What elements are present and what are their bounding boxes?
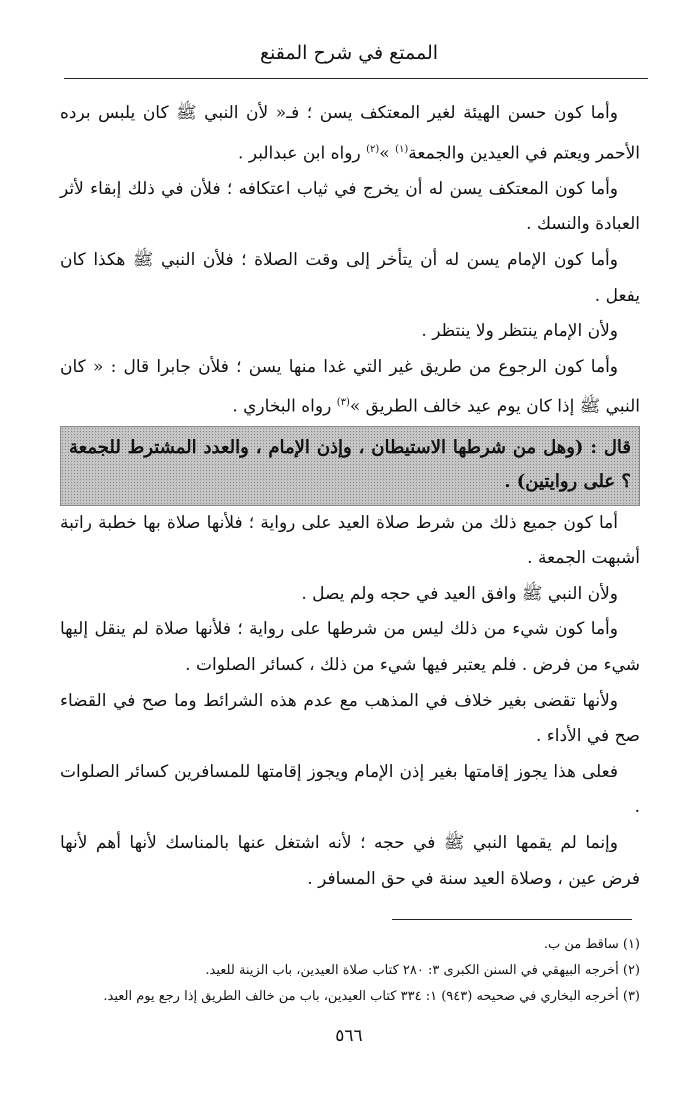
- paragraph-text: »: [379, 143, 396, 164]
- footnote-1: (١) ساقط من ب.: [543, 937, 640, 952]
- paragraph-5: [60, 350, 640, 426]
- paragraph-text: رواه البخاري .: [232, 397, 337, 418]
- footnote-ref-2: (٢): [366, 143, 380, 155]
- footnote-3: (٣) أخرجه البخاري في صحيحه (٩٤٣) ١: ٣٣٤ كتاب العيدين، باب من خالف الطريق إذا رجع يوم العيد.: [103, 989, 640, 1004]
- matn-label: قال :: [590, 436, 631, 458]
- paragraph-10: فعلى هذا يجوز إقامتها بغير إذن الإمام ويجوز إقامتها للمسافرين كسائر الصلوات .: [60, 761, 640, 818]
- paragraph-9: ولأنها تقضى بغير خلاف في المذهب مع عدم هذه الشرائط وما صح في القضاء صح في الأداء .: [60, 690, 640, 747]
- paragraph-text: رواه ابن عبدالبر .: [238, 143, 367, 164]
- paragraph-11: وإنما لم يقمها النبي ﷺ في حجه ؛ لأنه اشتغل عنها بالمناسك لأنها أهم لأنها فرض عين ، وصلاة العيد سنة في حق المسافر .: [60, 833, 640, 889]
- paragraph-2: وأما كون المعتكف يسن له أن يخرج في ثياب اعتكافه ؛ فلأن في ذلك إبقاء لأثر العبادة والنسك .: [60, 178, 640, 235]
- paragraph-6: أما كون جميع ذلك من شرط صلاة العيد على رواية ؛ فلأنها صلاة بها خطبة راتبة أشبهت الجمعة .: [60, 512, 640, 569]
- running-header: الممتع في شرح المقنع: [259, 42, 439, 64]
- paragraph-7: ولأن النبي ﷺ وافق العيد في حجه ولم يصل .: [301, 583, 618, 604]
- page-number: ٥٦٦: [335, 1026, 363, 1046]
- footnotes: [60, 932, 640, 1010]
- paragraph-text: وأما كون الرجوع من طريق غير التي غدا منها يسن ؛ فلأن جابرا قال : « كان النبي ﷺ إذا كان يوم عيد خالف الطريق »: [60, 356, 640, 418]
- paragraph-1: [60, 96, 640, 172]
- header-rule: [64, 78, 648, 79]
- footnote-rule: [392, 919, 632, 920]
- paragraph-text: وأما كون حسن الهيئة لغير المعتكف يسن ؛ فـ« لأن النبي ﷺ كان يلبس برده الأحمر ويعتم في العيدين والجمعة: [60, 103, 640, 164]
- footnote-ref-1: (١): [395, 143, 409, 155]
- paragraph-8: وأما كون شيء من ذلك ليس من شرطها على رواية ؛ فلأنها صلاة لم ينقل إليها شيء من فرض . فلم يعتبر فيها شيء من ذلك ، كسائر الصلوات .: [60, 619, 640, 676]
- footnote-ref-3: (٣): [336, 397, 350, 409]
- footnote-2: (٢) أخرجه البيهقي في السنن الكبرى ٣: ٢٨٠ كتاب صلاة العيدين، باب الزينة للعيد.: [205, 963, 640, 978]
- paragraph-4: ولأن الإمام ينتظر ولا ينتظر .: [421, 321, 618, 342]
- main-text: [60, 96, 640, 897]
- paragraph-3: وأما كون الإمام يسن له أن يتأخر إلى وقت الصلاة ؛ فلأن النبي ﷺ هكذا كان يفعل .: [60, 250, 640, 306]
- matn-text: (وهل من شرطها الاستيطان ، وإذن الإمام ، والعدد المشترط للجمعة ؟ على روايتين) .: [69, 436, 631, 492]
- matn-box: [60, 426, 640, 506]
